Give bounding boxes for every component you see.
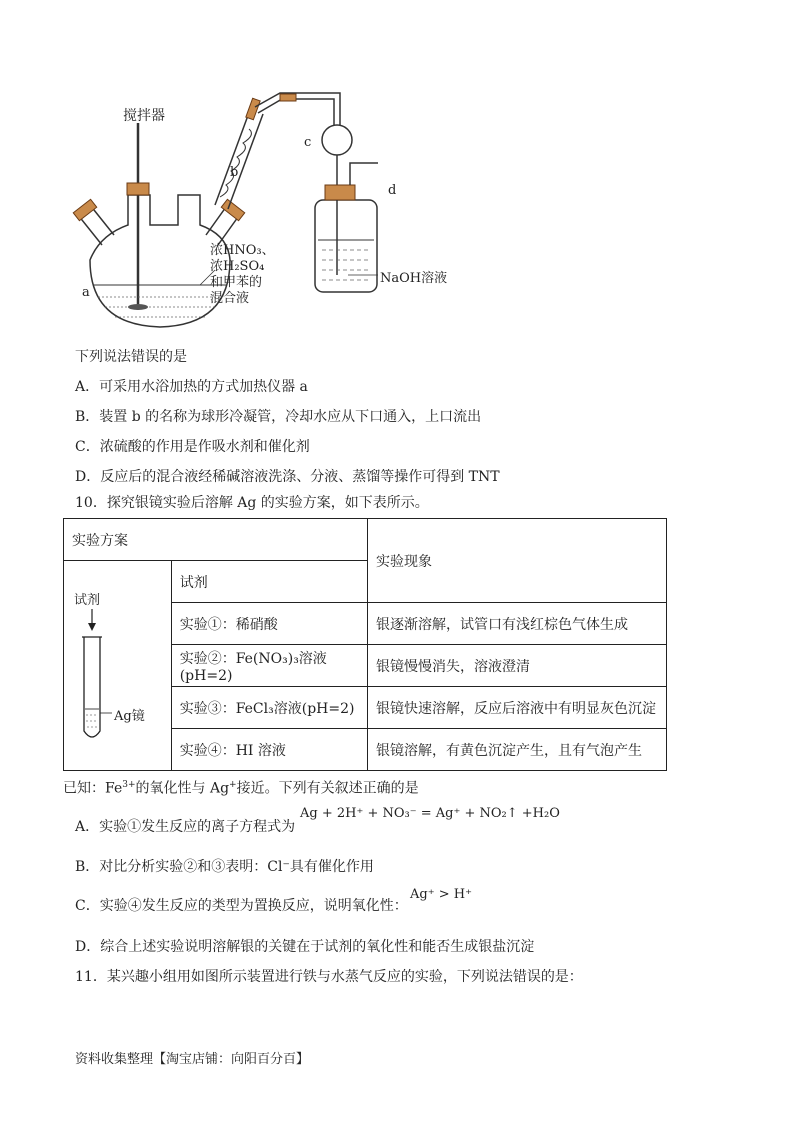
reagent-cell: 实验④：HI 溶液 xyxy=(171,729,367,771)
mixture-line: 混合液 xyxy=(210,291,250,306)
q9-option-b: B．装置 b 的名称为球形冷凝管，冷却水应从下口通入，上口流出 xyxy=(75,409,482,425)
footer-text: 资料收集整理【淘宝店铺：向阳百分百】 xyxy=(75,1052,310,1067)
reagent-cell: 实验③：FeCl₃溶液(pH=2) xyxy=(171,687,367,729)
q11-stem: 11．某兴趣小组用如图所示装置进行铁与水蒸气反应的实验，下列说法错误的是： xyxy=(75,969,583,985)
bulb-label-c: c xyxy=(304,135,312,150)
q10-option-a-formula: Ag + 2H⁺ + NO₃⁻ = Ag⁺ + NO₂↑ +H₂O xyxy=(300,806,560,821)
phenomenon-cell: 银逐渐溶解，试管口有浅红棕色气体生成 xyxy=(368,603,667,645)
known-sup: 3+ xyxy=(122,780,136,790)
test-tube-cell xyxy=(64,561,172,771)
header-plan: 实验方案 xyxy=(64,519,368,561)
q10-known xyxy=(63,776,419,798)
q10-stem: 10．探究银镜实验后溶解 Ag 的实验方案，如下表所示。 xyxy=(75,495,429,511)
condenser-label-b: b xyxy=(230,165,239,180)
reagent-cell: 实验②：Fe(NO₃)₃溶液(pH=2) xyxy=(171,645,367,687)
q10-option-c: C．实验④发生反应的类型为置换反应，说明氧化性： xyxy=(75,898,408,914)
known-sup2: + xyxy=(229,780,237,790)
known-prefix: 已知：Fe xyxy=(63,780,123,797)
phenomenon-cell: 银镜溶解，有黄色沉淀产生，且有气泡产生 xyxy=(368,729,667,771)
q9-option-c: C．浓硫酸的作用是作吸水剂和催化剂 xyxy=(75,439,310,455)
known-middle: 的氧化性与 Ag xyxy=(135,780,230,797)
header-phenomenon: 实验现象 xyxy=(368,519,667,603)
mixture-label xyxy=(210,243,275,307)
experiment-table xyxy=(63,518,667,771)
tube-ag-label: Ag镜 xyxy=(114,708,145,724)
q10-option-a: A．实验①发生反应的离子方程式为 xyxy=(75,819,296,835)
header-reagent: 试剂 xyxy=(171,561,367,603)
mixture-line: 和甲苯的 xyxy=(210,275,263,290)
q10-option-c-formula: Ag⁺ > H⁺ xyxy=(410,887,472,902)
q9-option-a: A．可采用水浴加热的方式加热仪器 a xyxy=(75,379,308,395)
flask-label-a: a xyxy=(82,285,90,300)
stirrer-label: 搅拌器 xyxy=(123,108,165,124)
naoh-label: NaOH溶液 xyxy=(380,271,448,286)
mixture-line: 浓H₂SO₄ xyxy=(210,259,265,274)
known-suffix: 接近。下列有关叙述正确的是 xyxy=(236,780,419,797)
tube-reagent-label: 试剂 xyxy=(74,592,101,608)
mixture-line: 浓HNO₃、 xyxy=(210,243,275,258)
test-tube-icon xyxy=(64,581,170,751)
q9-option-d: D．反应后的混合液经稀碱溶液洗涤、分液、蒸馏等操作可得到 TNT xyxy=(75,469,500,485)
q10-option-b: B．对比分析实验②和③表明：Cl⁻具有催化作用 xyxy=(75,859,374,875)
reagent-cell: 实验①：稀硝酸 xyxy=(171,603,367,645)
phenomenon-cell: 银镜快速溶解，反应后溶液中有明显灰色沉淀 xyxy=(368,687,667,729)
phenomenon-cell: 银镜慢慢消失，溶液澄清 xyxy=(368,645,667,687)
q10-option-d: D．综合上述实验说明溶解银的关键在于试剂的氧化性和能否生成银盐沉淀 xyxy=(75,939,535,955)
bottle-label-d: d xyxy=(388,183,397,198)
apparatus-figure xyxy=(60,85,480,335)
q9-prompt: 下列说法错误的是 xyxy=(75,349,187,365)
